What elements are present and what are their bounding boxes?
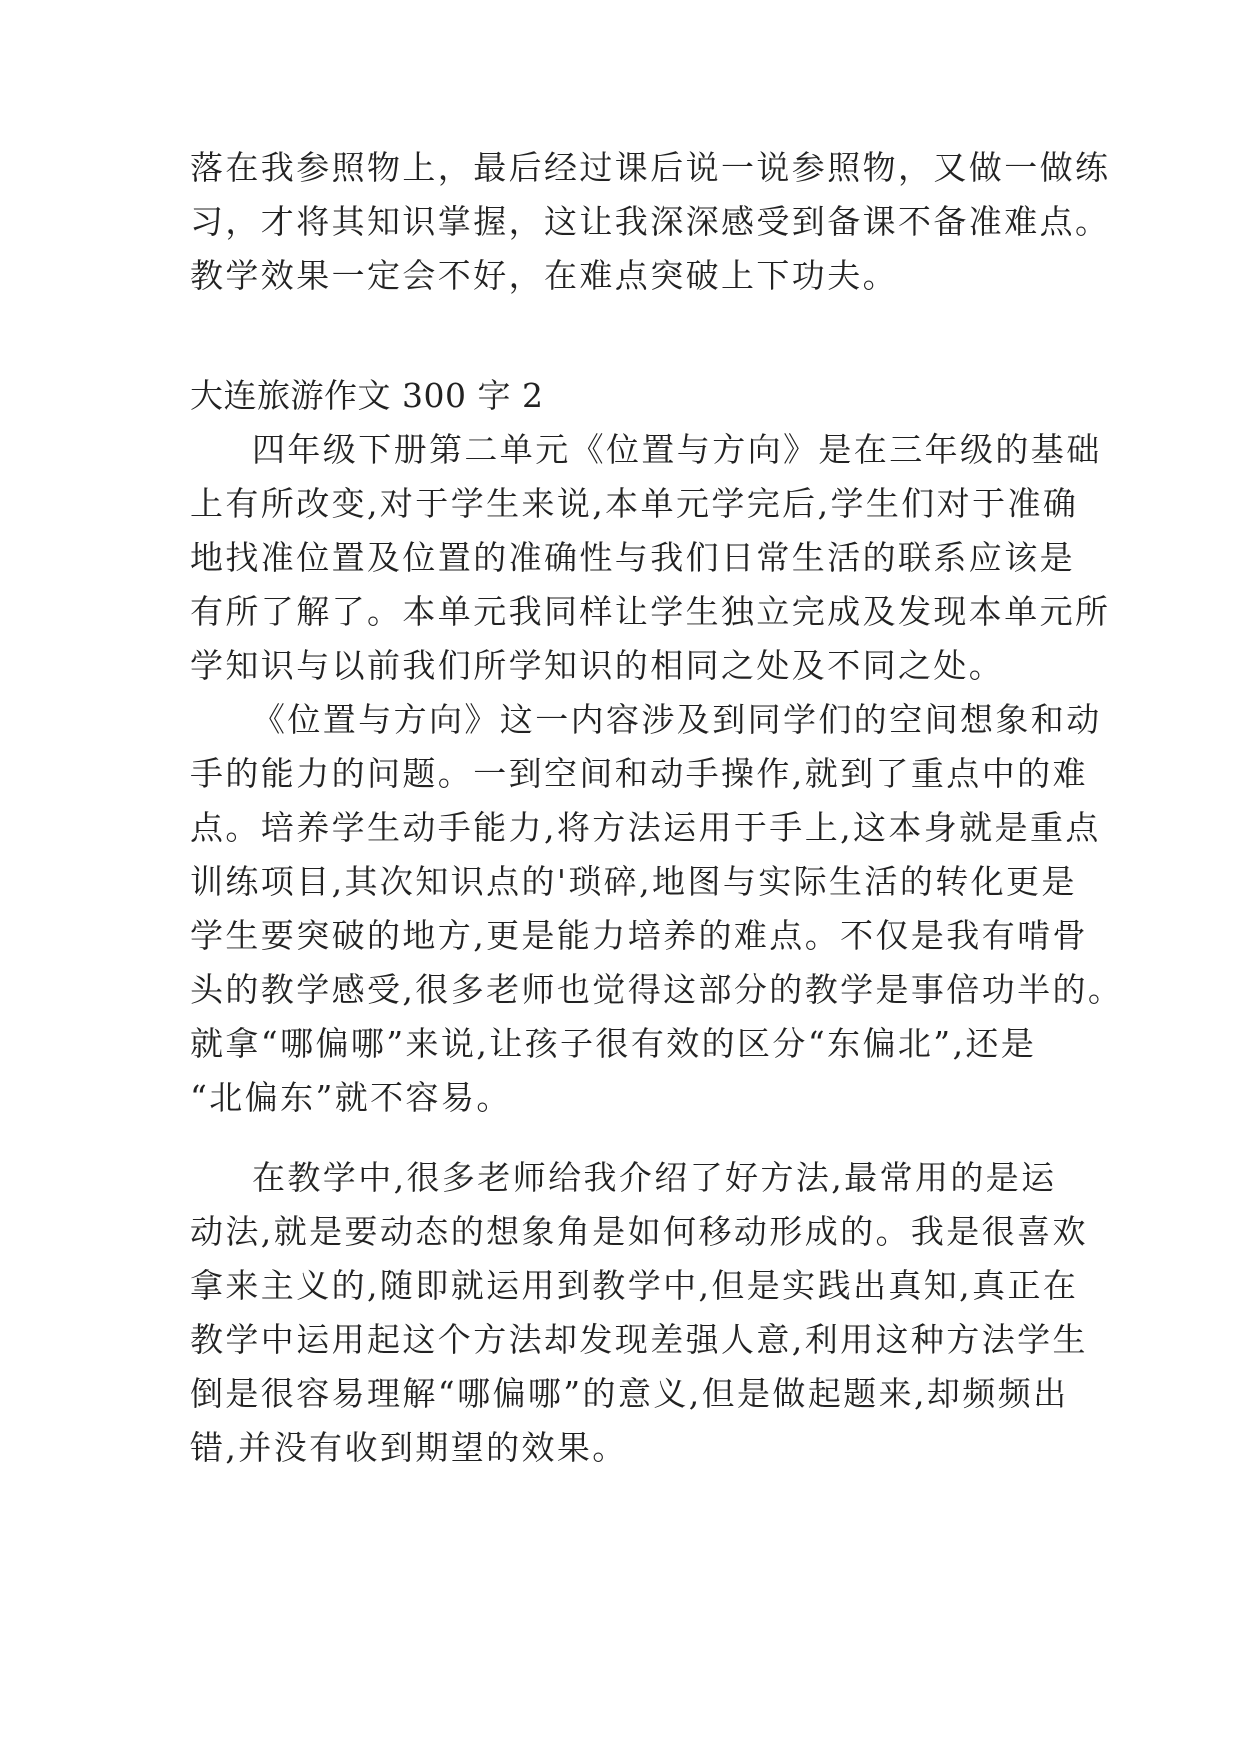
text-line: 就拿“哪偏哪”来说,让孩子很有效的区分“东偏北”,还是 xyxy=(190,1024,1037,1063)
text-line: 学知识与以前我们所学知识的相同之处及不同之处。 xyxy=(190,646,1005,685)
text-line: 手的能力的问题。一到空间和动手操作,就到了重点中的难 xyxy=(190,754,1088,793)
text-line: 落在我参照物上，最后经过课后说一说参照物，又做一做练 xyxy=(190,148,1111,187)
text-line: 上有所改变,对于学生来说,本单元学完后,学生们对于准确 xyxy=(190,484,1079,523)
text-line: 有所了解了。本单元我同样让学生独立完成及发现本单元所 xyxy=(190,592,1111,631)
text-line: 在教学中,很多老师给我介绍了好方法,最常用的是运 xyxy=(252,1158,1057,1197)
text-line: 教学中运用起这个方法却发现差强人意,利用这种方法学生 xyxy=(190,1320,1088,1359)
text-line: 倒是很容易理解“哪偏哪”的意义,但是做起题来,却频频出 xyxy=(190,1374,1069,1413)
text-line: 点。培养学生动手能力,将方法运用于手上,这本身就是重点 xyxy=(190,808,1101,847)
text-line: 错,并没有收到期望的效果。 xyxy=(190,1428,628,1467)
text-line: 拿来主义的,随即就运用到教学中,但是实践出真知,真正在 xyxy=(190,1266,1079,1305)
text-line: 习，才将其知识掌握，这让我深深感受到备课不备准难点。 xyxy=(190,202,1111,241)
text-line: 地找准位置及位置的准确性与我们日常生活的联系应该是 xyxy=(190,538,1075,577)
text-line: 教学效果一定会不好，在难点突破上下功夫。 xyxy=(190,256,898,295)
text-line: 《位置与方向》这一内容涉及到同学们的空间想象和动 xyxy=(252,700,1102,739)
text-line: 四年级下册第二单元《位置与方向》是在三年级的基础 xyxy=(252,430,1102,469)
text-line: “北偏东”就不容易。 xyxy=(190,1078,512,1117)
section-heading: 大连旅游作文 300 字 2 xyxy=(190,376,544,415)
text-line: 训练项目,其次知识点的'琐碎,地图与实际生活的转化更是 xyxy=(190,862,1077,901)
text-line: 学生要突破的地方,更是能力培养的难点。不仅是我有啃骨 xyxy=(190,916,1088,955)
text-line: 头的教学感受,很多老师也觉得这部分的教学是事倍功半的。 xyxy=(190,970,1124,1009)
text-line: 动法,就是要动态的想象角是如何移动形成的。我是很喜欢 xyxy=(190,1212,1088,1251)
